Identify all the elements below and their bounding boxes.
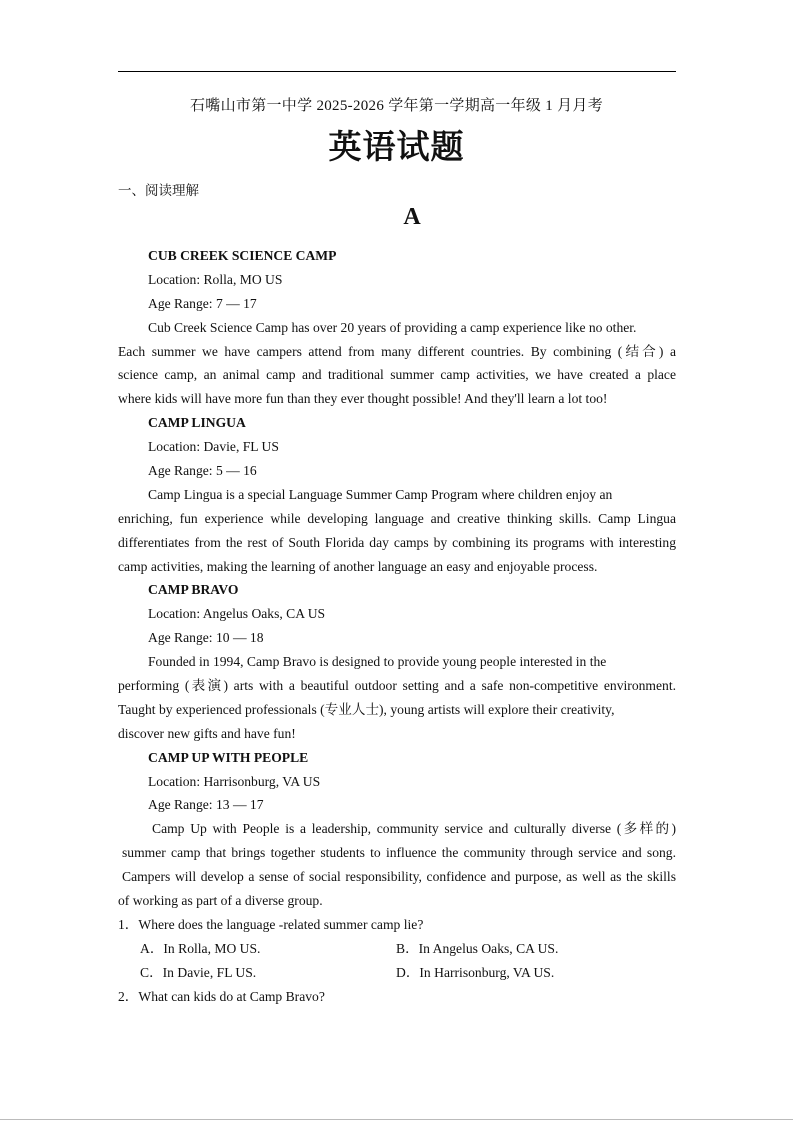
camp-location: Location: Rolla, MO US bbox=[148, 271, 283, 287]
camp-description-line: where kids will have more fun than they ever thought possible! And they'll learn a lot too! bbox=[118, 391, 608, 407]
camp-description-line: Taught by experienced professionals (专业人士), young artists will explore their creativity, bbox=[118, 701, 615, 717]
camp-name: CAMP UP WITH PEOPLE bbox=[148, 749, 309, 765]
passage-letter: A bbox=[403, 204, 421, 230]
option-a[interactable]: A．In Rolla, MO US. bbox=[140, 940, 261, 956]
camp-location: Location: Angelus Oaks, CA US bbox=[148, 606, 326, 622]
camp-location: Location: Davie, FL US bbox=[148, 439, 279, 455]
question-stem: 1．Where does the language -related summer camp lie? bbox=[118, 916, 424, 932]
camp-description-line: camp activities, making the learning of another language an easy and enjoyable process. bbox=[118, 558, 598, 574]
camp-up-with-people bbox=[118, 746, 676, 913]
section-heading: 一、阅读理解 bbox=[118, 183, 199, 199]
question-1 bbox=[118, 913, 676, 985]
camp-description-line: differentiates from the rest of South Florida day camps by combining its programs with interesting bbox=[118, 534, 676, 550]
page-title: 英语试题 bbox=[328, 127, 465, 166]
camp-name: CAMP BRAVO bbox=[148, 582, 239, 598]
option-b[interactable]: B．In Angelus Oaks, CA US. bbox=[396, 940, 559, 956]
camp-description-line: Camp Lingua is a special Language Summer Camp Program where children enjoy an bbox=[148, 486, 613, 502]
camp-name: CAMP LINGUA bbox=[148, 415, 246, 431]
header-rule bbox=[118, 71, 676, 72]
camp-description-line: Founded in 1994, Camp Bravo is designed to provide young people interested in the bbox=[148, 654, 607, 670]
camp-cub-creek bbox=[118, 244, 676, 411]
exam-subtitle: 石嘴山市第一中学 2025-2026 学年第一学期高一年级 1 月月考 bbox=[190, 98, 603, 114]
camp-description-line: Cub Creek Science Camp has over 20 years of providing a camp experience like no other. bbox=[148, 319, 637, 335]
passage-body bbox=[118, 244, 676, 1009]
option-row bbox=[118, 937, 676, 961]
camp-description-line: Campers will develop a sense of social responsibility, confidence and purpose, as well as the skills bbox=[122, 869, 676, 885]
camp-age-range: Age Range: 7 — 17 bbox=[148, 295, 257, 311]
camp-age-range: Age Range: 13 — 17 bbox=[148, 797, 264, 813]
camp-bravo bbox=[118, 578, 676, 745]
option-row bbox=[118, 961, 676, 985]
camp-description-line: science camp, an animal camp and traditional summer camp activities, we have created a place bbox=[118, 367, 676, 383]
camp-description-line: of working as part of a diverse group. bbox=[118, 893, 323, 909]
camp-location: Location: Harrisonburg, VA US bbox=[148, 773, 321, 789]
camp-description-line: Each summer we have campers attend from many different countries. By combining (结合) a bbox=[118, 343, 676, 359]
camp-description-line: enriching, fun experience while developing language and creative thinking skills. Camp Lingua bbox=[118, 510, 676, 526]
option-d[interactable]: D．In Harrisonburg, VA US. bbox=[396, 964, 555, 980]
question-stem: 2．What can kids do at Camp Bravo? bbox=[118, 988, 325, 1004]
page-bottom-edge bbox=[0, 1119, 793, 1120]
option-c[interactable]: C．In Davie, FL US. bbox=[140, 964, 257, 980]
camp-description-line: Camp Up with People is a leadership, community service and culturally diverse (多样的) bbox=[152, 821, 676, 837]
camp-lingua bbox=[118, 411, 676, 578]
camp-name: CUB CREEK SCIENCE CAMP bbox=[148, 248, 337, 263]
camp-age-range: Age Range: 5 — 16 bbox=[148, 463, 257, 479]
camp-description-line: discover new gifts and have fun! bbox=[118, 725, 296, 741]
camp-description-line: summer camp that brings together students to influence the community through service and song. bbox=[122, 845, 676, 861]
camp-description-line: performing (表演) arts with a beautiful outdoor setting and a safe non-competitive environment. bbox=[118, 678, 676, 694]
camp-age-range: Age Range: 10 — 18 bbox=[148, 630, 264, 646]
question-2 bbox=[118, 985, 676, 1009]
